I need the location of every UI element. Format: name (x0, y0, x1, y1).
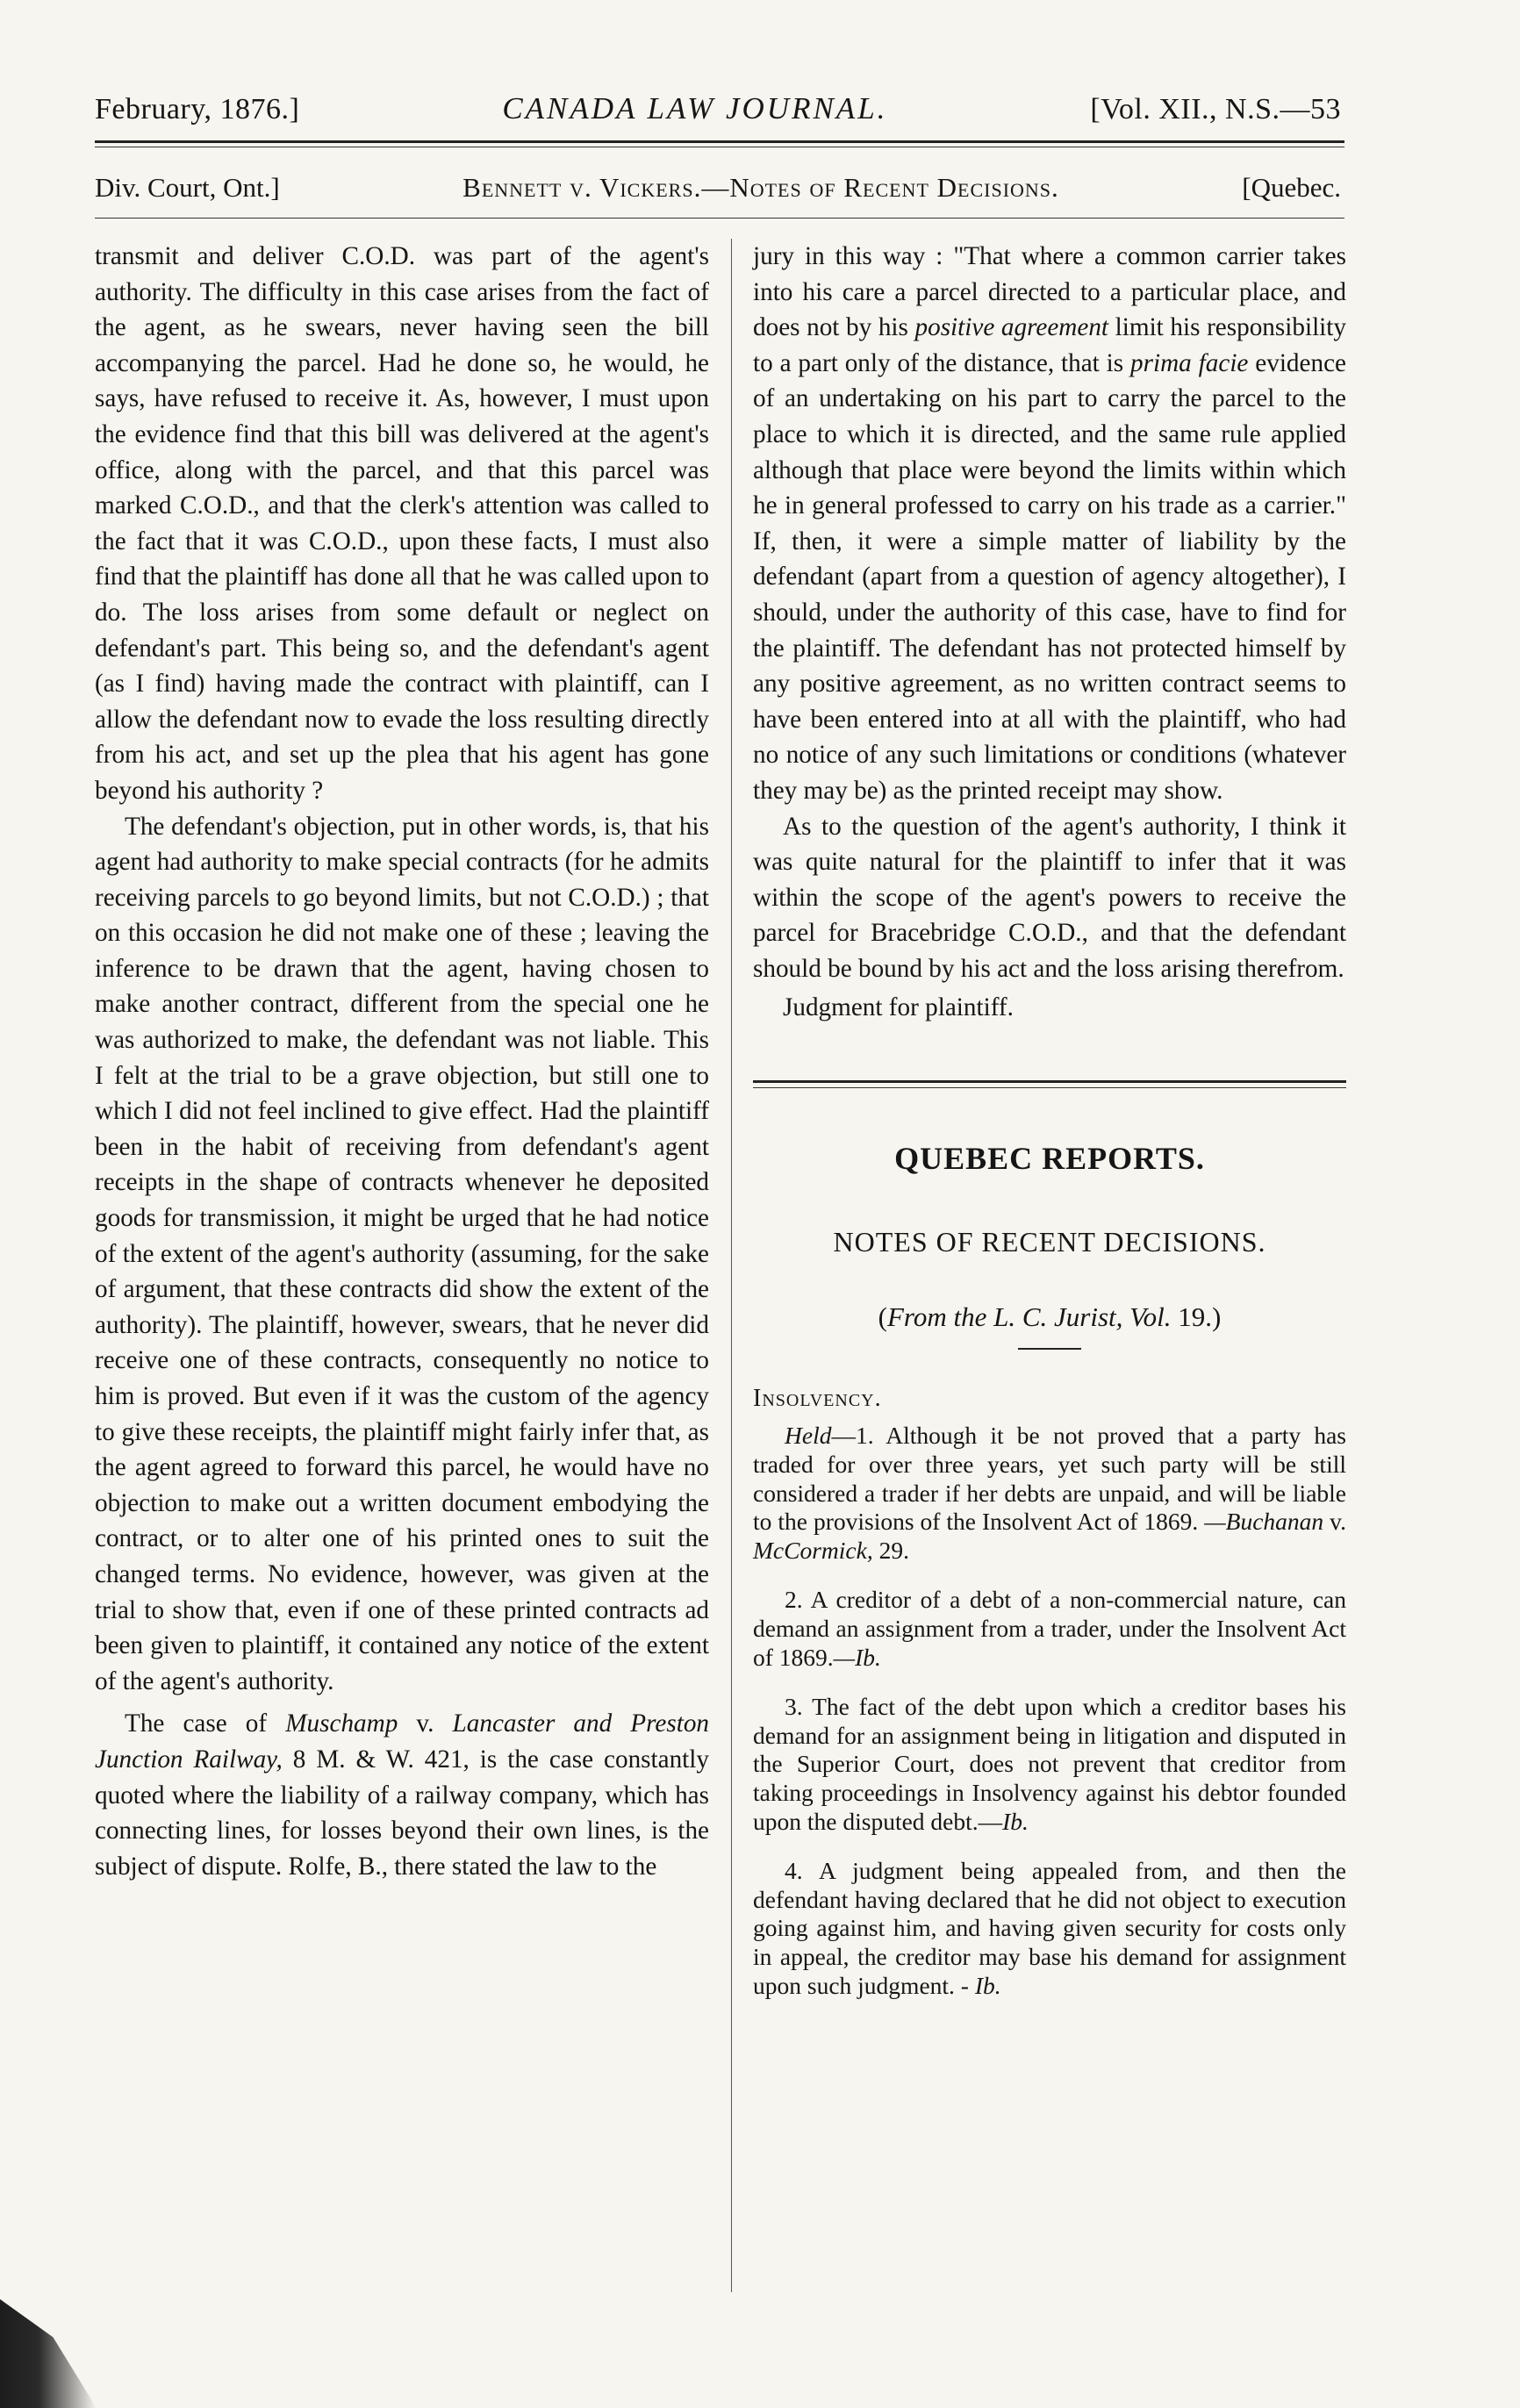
text-run: 19.) (1171, 1301, 1222, 1333)
source-line (753, 1300, 1346, 1336)
running-head (95, 91, 1341, 126)
source-name: From the L. C. Jurist, Vol. (886, 1301, 1172, 1333)
journal-title: CANADA LAW JOURNAL. (502, 91, 888, 125)
paragraph (753, 239, 1346, 809)
text-run: 8 M. & W. 421, is the case constantly quoted where the liability of a railway company, which has connecting lines, for losses beyond their own lines, is the subject of dispute. Rolfe, B., there stated the law to the (95, 1745, 709, 1881)
section-rule-thin (753, 1087, 1346, 1088)
scan-edge-shadow (0, 2299, 97, 2408)
citation: Ib. (1002, 1807, 1029, 1835)
paragraph (95, 1706, 709, 1884)
held-label: Held (785, 1422, 832, 1450)
column-divider (731, 239, 732, 2292)
issue-date: February, 1876.] (95, 93, 300, 125)
citation: —Ib. (833, 1643, 881, 1671)
decision-note (753, 1422, 1346, 1565)
section-title: QUEBEC REPORTS. (894, 1141, 1205, 1177)
text-run: v. (1323, 1508, 1347, 1536)
emphasis: positive agreement (914, 313, 1109, 342)
paragraph: The defendant's objection, put in other words, is, that his agent had authority to make special contracts (for he admits receiving parcels to go beyond limits, but not C.O.D.) ; that on this occasion he did not make one of these ; leaving the inference to be drawn that the agent, having chosen to make another contract, different from the special one he was authorized to make, the defendant was not liable. This I felt at the trial to be a grave objection, but still one to which I did not feel inclined to give effect. Had the plaintiff been in the habit of receiving from defendant's agent receipts in the shape of contracts whenever he deposited goods for transmission, it might be urged that he had notice of the extent of the agent's authority (assuming, for the sake of argument, that these contracts did show the extent of the authority). The plaintiff, however, swears, that he never did receive one of these contracts, consequently no notice to him is proved. But even if it was the custom of the agency to give these receipts, the plaintiff might fairly infer that, as the agent agreed to forward this parcel, he would have no objection to make out a written document embodying the contract, or to alter one of his printed ones to suit the changed terms. No evidence, however, was given at the trial to show that, even if one of these printed contracts ad been given to plaintiff, it contained any notice of the extent of the agent's authority. (95, 812, 709, 1695)
text-run: 29. (872, 1536, 909, 1564)
topic-heading: Insolvency. (753, 1384, 882, 1412)
paragraph: transmit and deliver C.O.D. was part of the agent's authority. The difficulty in this case arises from the fact of the agent, as he swears, never having seen the bill accompanying the parcel. Had he done so, he would, he says, have refused to receive it. As, however, I must upon the evidence find that this bill was delivered at the agent's office, along with the parcel, and that this parcel was marked C.O.D., and that the clerk's attention was called to the fact that it was C.O.D., upon these facts, I must also find that the plaintiff has done all that he was called upon to do. The loss arises from some default or neglect on defendant's part. This being so, and the defendant's agent (as I find) having made the contract with plaintiff, can I allow the defendant now to evade the loss resulting directly from his act, and set up the plea that his agent has gone beyond his authority ? (95, 242, 709, 805)
header-rule-thick (95, 140, 1344, 143)
short-rule (1018, 1348, 1081, 1350)
text-run: 4. A judgment being appealed from, and then the defendant having declared that he did not object to execution going against him, and having given security for costs only in appeal, the creditor may base his demand for assignment upon such judgment. - (753, 1857, 1346, 1999)
citation: Ib. (974, 1971, 1001, 1999)
text-run: The case of (125, 1709, 286, 1738)
text-run: —1. Although it be not proved that a party has traded for over three years, yet such party will be still considered a trader if her debts are unpaid, and will be liable to the provisions of the Insolvent Act of 1869. (753, 1422, 1346, 1536)
right-column (753, 239, 1346, 2000)
court-label: Div. Court, Ont.] (95, 172, 280, 203)
text-run: limit his responsibility to a part only of the distance, that is (753, 313, 1346, 377)
text-run: ( (878, 1301, 887, 1333)
decision-note (753, 1586, 1346, 1672)
left-column (95, 239, 709, 1884)
emphasis: prima facie (1130, 348, 1249, 377)
judgment-line: Judgment for plaintiff. (783, 993, 1014, 1022)
case-name: Lancaster and Preston Junction Railway, (95, 1709, 710, 1774)
notes-title: NOTES OF RECENT DECISIONS. (833, 1225, 1266, 1258)
volume-page: [Vol. XII., N.S.—53 (1090, 93, 1341, 125)
text-run: jury in this way : "That where a common carrier takes into his care a parcel directed to a particular place, and does not by his (753, 242, 1346, 342)
text-run: evidence of an undertaking on his part to carry the parcel to the place to which it is directed, and the same rule applied although that place were beyond the limits within which he in general professed to carry on his trade as a carrier." If, then, it were a simple matter of liability by the defendant (apart from a question of agency altogether), I should, under the authority of this case, have to find for the plaintiff. The defendant has not protected himself by any positive agreement, as no written contract seems to have been entered into at all with the plaintiff, who had no notice of any such limitations or conditions (whatever they may be) as the printed receipt may show. (753, 348, 1346, 805)
province-label: [Quebec. (1242, 172, 1341, 203)
case-name: Muschamp (285, 1709, 398, 1738)
section-rule-thick (753, 1080, 1346, 1083)
sub-head (95, 172, 1341, 204)
case-title: Bennett v. Vickers.—Notes of Recent Decisions. (462, 172, 1059, 203)
subheader-rule (95, 218, 1344, 219)
decision-note (753, 1857, 1346, 2000)
citation: —Buchanan (1204, 1508, 1324, 1536)
text-run: 3. The fact of the debt upon which a creditor bases his demand for an assignment being in litigation and disputed in the Superior Court, does not prevent that creditor from taking proceedings in Insolvency against his debtor founded upon the disputed debt.— (753, 1693, 1346, 1835)
text-run: v. (398, 1709, 453, 1738)
decision-note (753, 1693, 1346, 1836)
citation: McCormick, (753, 1536, 873, 1564)
text-run: 2. A creditor of a debt of a non-commercial nature, can demand an assignment from a trader, under the Insolvent Act of 1869. (753, 1586, 1346, 1671)
paragraph: As to the question of the agent's authority, I think it was quite natural for the plaintiff to infer that it was within the scope of the agent's powers to receive the parcel for Bracebridge C.O.D., and that the defendant should be bound by his act and the loss arising therefrom. (753, 812, 1346, 983)
